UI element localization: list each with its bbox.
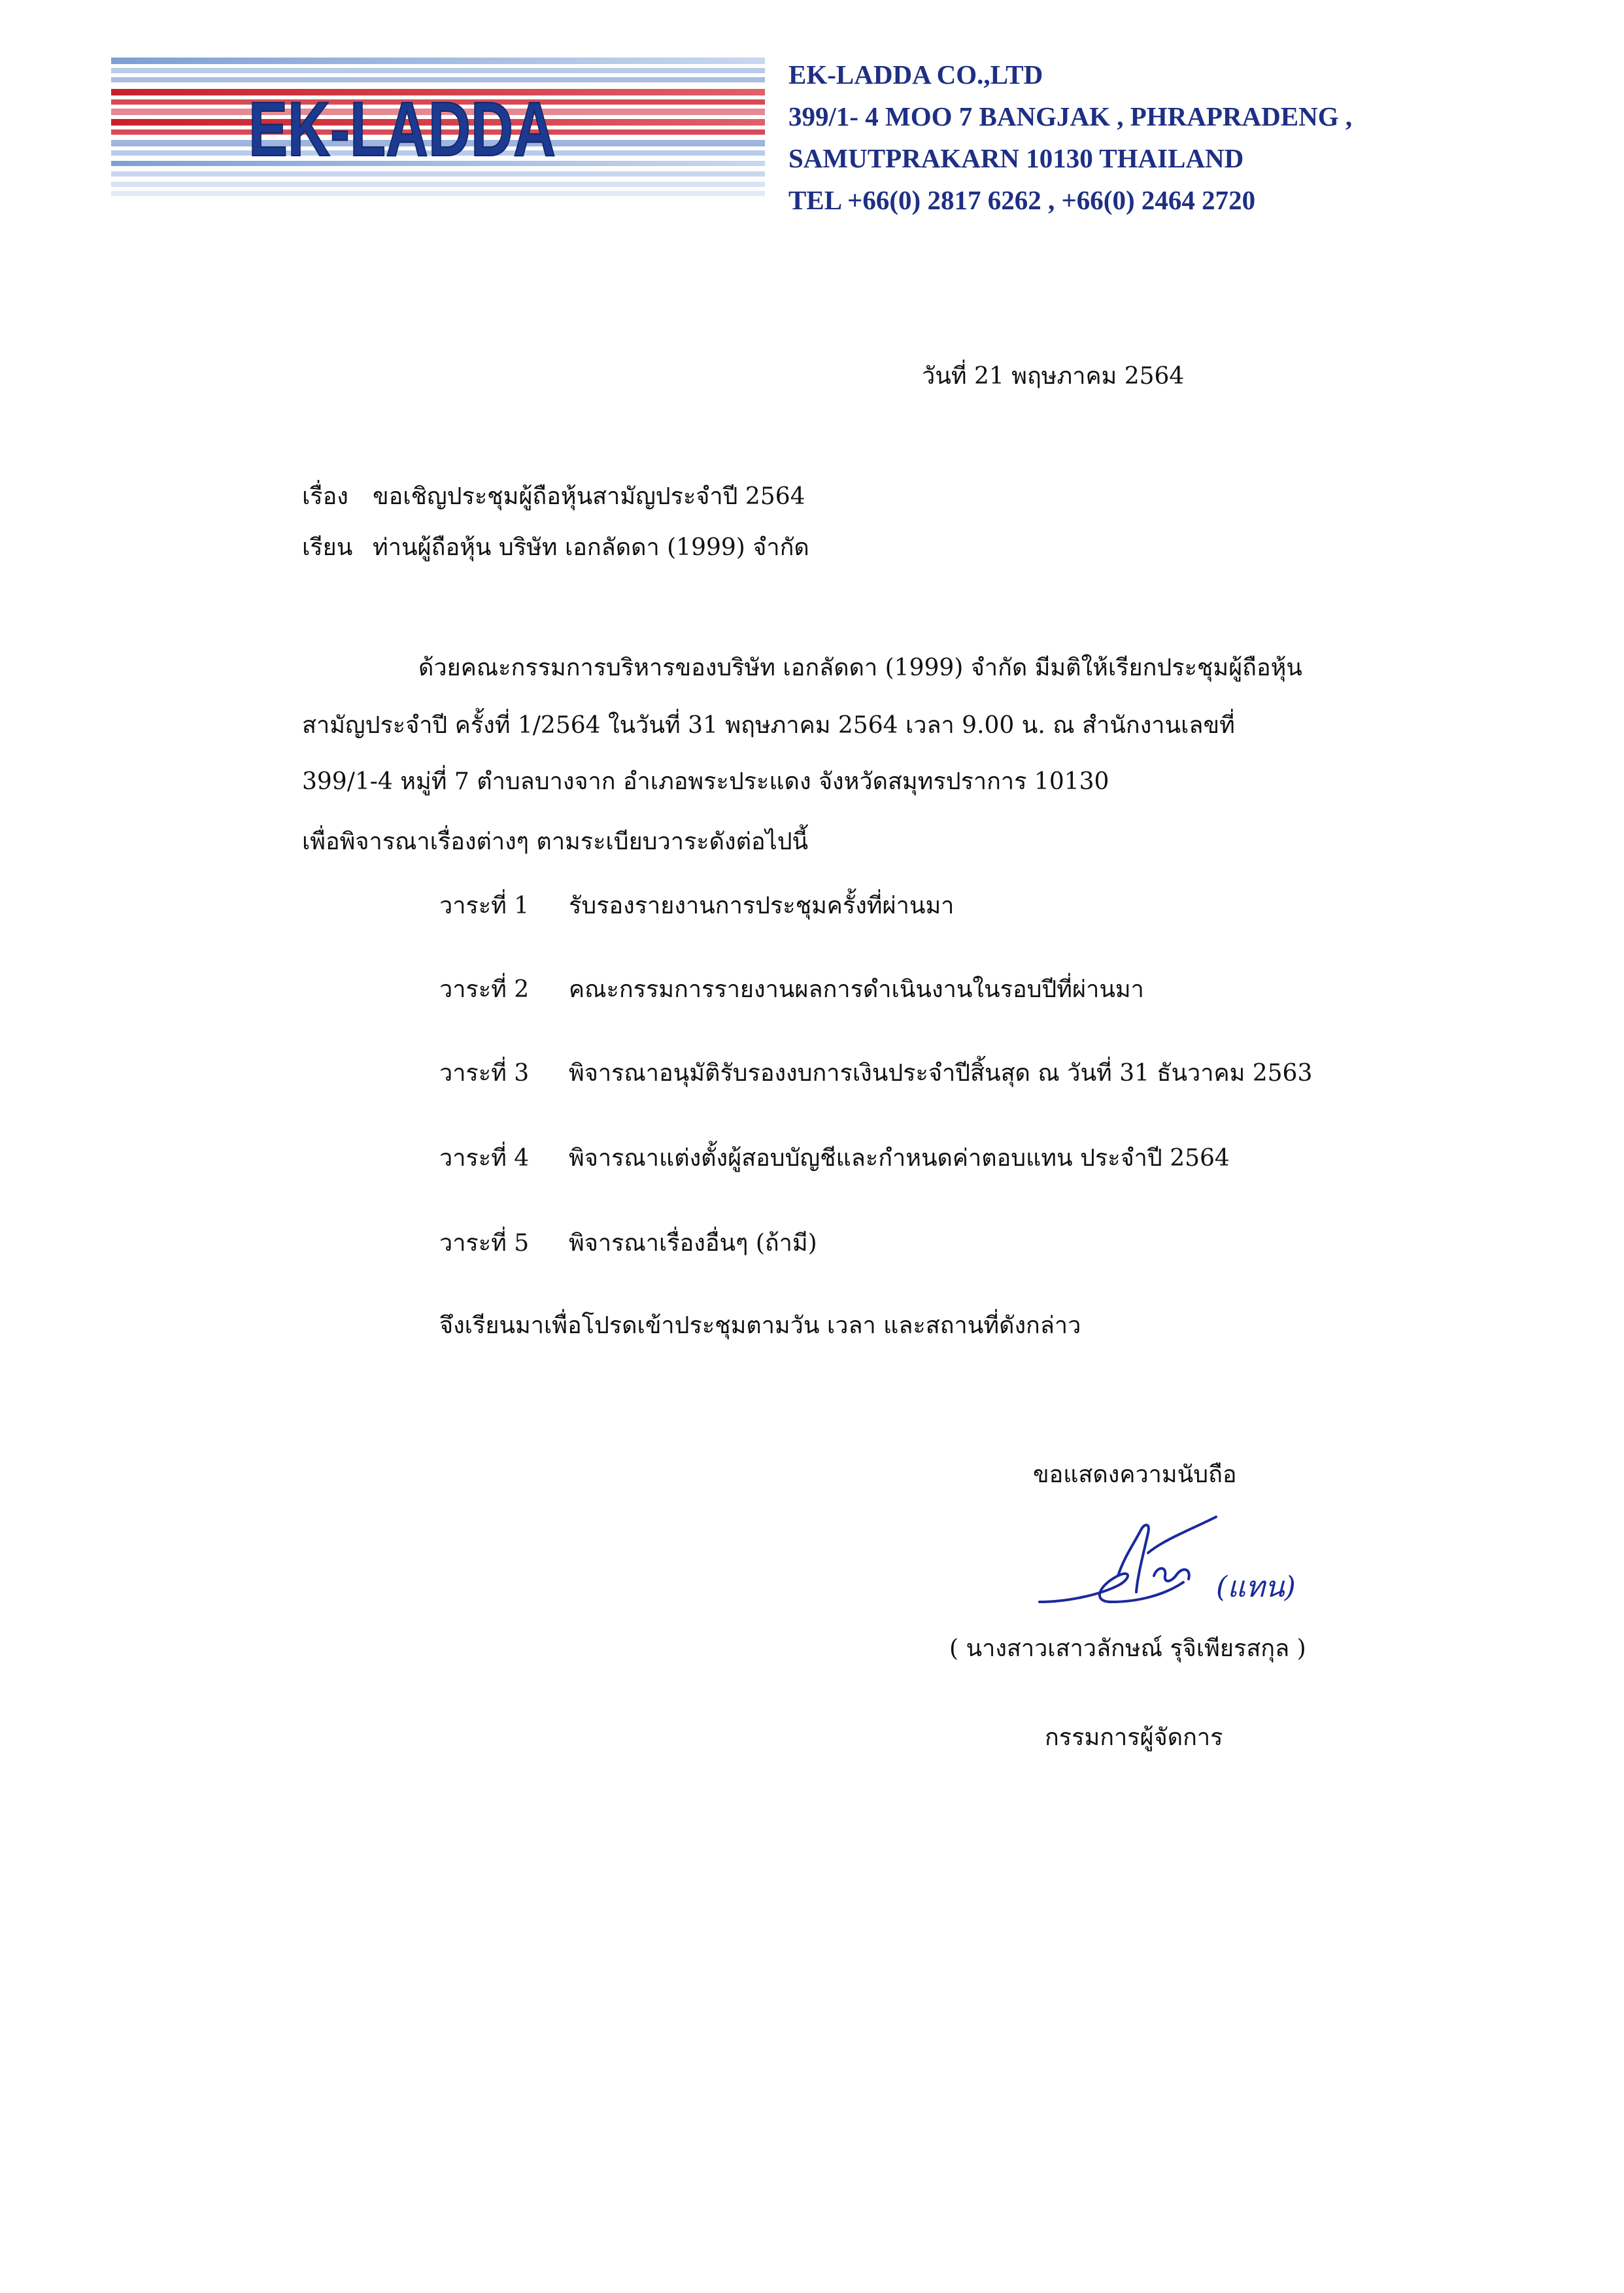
letter-date: วันที่ 21 พฤษภาคม 2564 <box>922 363 1185 390</box>
body-line: เพื่อพิจารณาเรื่องต่างๆ ตามระเบียบวาระดังต่อไปนี้ <box>302 828 809 855</box>
agenda-text: คณะกรรมการรายงานผลการดำเนินงานในรอบปีที่ผ่านมา <box>569 976 1144 1003</box>
company-logo <box>111 58 765 197</box>
company-address-line-1: 399/1- 4 MOO 7 BANGJAK , PHRAPRADENG , <box>788 101 1353 131</box>
company-address-line-2: SAMUTPRAKARN 10130 THAILAND <box>788 143 1244 173</box>
body-line: ด้วยคณะกรรมการบริหารของบริษัท เอกลัดดา (1999) จำกัด มีมติให้เรียกประชุมผู้ถือหุ้น <box>418 654 1302 681</box>
signer-position: กรรมการผู้จัดการ <box>1045 1724 1223 1751</box>
company-phone: TEL +66(0) 2817 6262 , +66(0) 2464 2720 <box>788 185 1256 215</box>
closing-sentence: จึงเรียนมาเพื่อโปรดเข้าประชุมตามวัน เวลา และสถานที่ดังกล่าว <box>439 1312 1081 1339</box>
agenda-number: วาระที่ 4 <box>439 1145 530 1172</box>
agenda-number: วาระที่ 3 <box>439 1060 530 1087</box>
signer-name: ( นางสาวเสาวลักษณ์ รุจิเพียรสกุล ) <box>949 1635 1306 1662</box>
body-line: สามัญประจำปี ครั้งที่ 1/2564 ในวันที่ 31 พฤษภาคม 2564 เวลา 9.00 น. ณ สำนักงานเลขที่ <box>302 712 1235 739</box>
agenda-text: พิจารณาแต่งตั้งผู้สอบบัญชีและกำหนดค่าตอบแทน ประจำปี 2564 <box>569 1145 1230 1172</box>
agenda-text: พิจารณาเรื่องอื่นๆ (ถ้ามี) <box>569 1230 817 1257</box>
agenda-number: วาระที่ 5 <box>439 1230 530 1257</box>
logo-wordmark: EK-LADDA <box>248 86 556 173</box>
recipient-label: เรียน <box>302 534 353 561</box>
regards: ขอแสดงความนับถือ <box>1033 1461 1237 1488</box>
agenda-number: วาระที่ 2 <box>439 976 530 1003</box>
agenda-number: วาระที่ 1 <box>439 892 530 919</box>
subject-line <box>302 485 805 509</box>
subject-label: เรื่อง <box>302 483 348 510</box>
signature-annotation: (แทน) <box>1216 1571 1296 1604</box>
subject-text: ขอเชิญประชุมผู้ถือหุ้นสามัญประจำปี 2564 <box>373 483 805 510</box>
company-contact-block <box>788 54 1352 221</box>
signature <box>1020 1504 1360 1635</box>
body-line: 399/1-4 หมู่ที่ 7 ตำบลบางจาก อำเภอพระประแดง จังหวัดสมุทรปราการ 10130 <box>302 768 1109 795</box>
company-name: EK-LADDA CO.,LTD <box>788 59 1043 90</box>
recipient-line <box>302 536 809 560</box>
agenda-text: พิจารณาอนุมัติรับรองงบการเงินประจำปีสิ้นสุด ณ วันที่ 31 ธันวาคม 2563 <box>569 1060 1313 1087</box>
recipient-text: ท่านผู้ถือหุ้น บริษัท เอกลัดดา (1999) จำกัด <box>373 534 809 561</box>
agenda-text: รับรองรายงานการประชุมครั้งที่ผ่านมา <box>569 892 955 919</box>
